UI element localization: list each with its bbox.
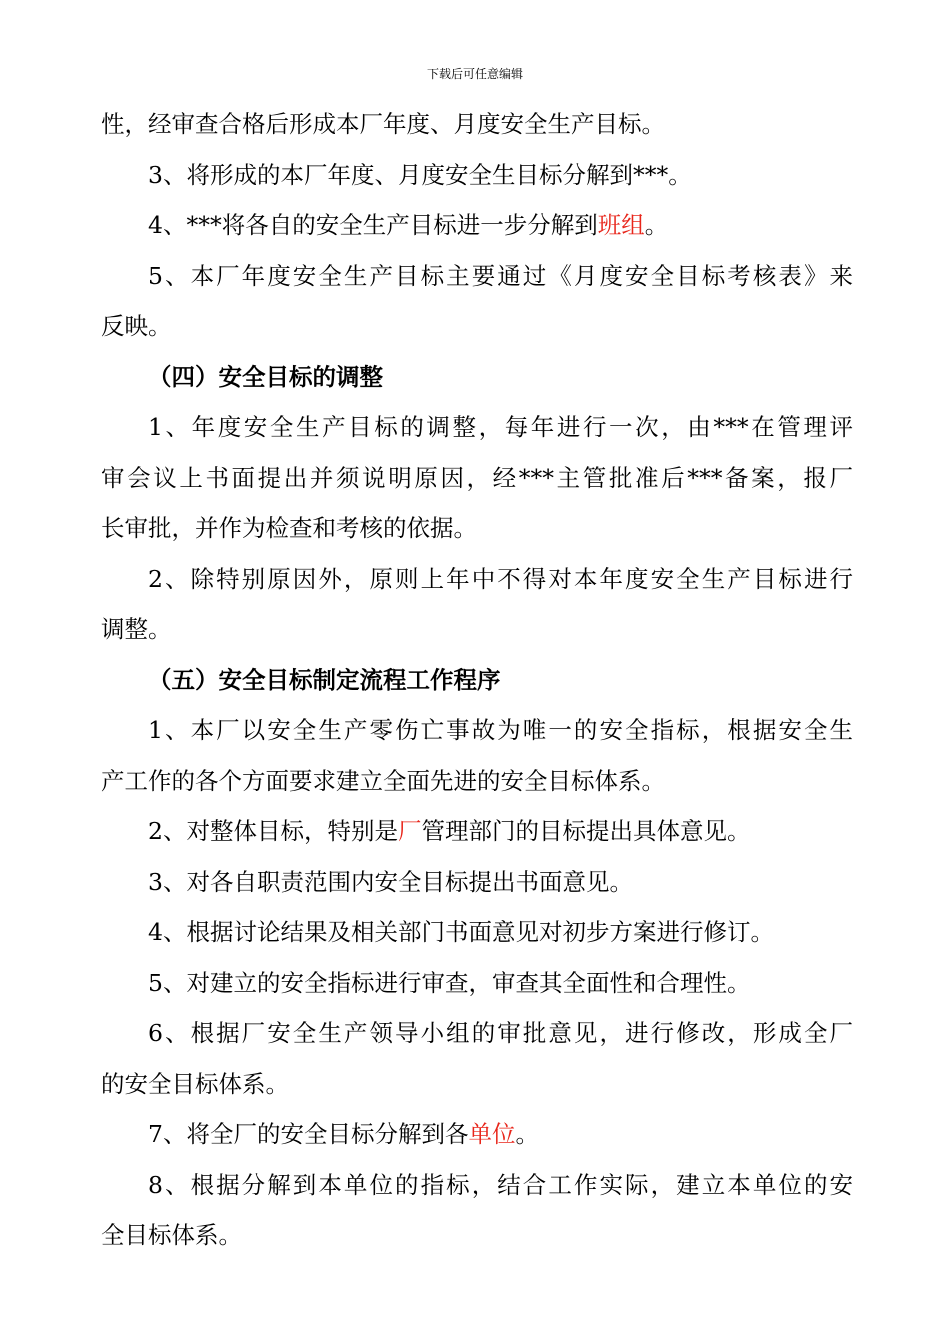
highlighted-text: 班组 (597, 211, 645, 239)
paragraph: 3、对各自职责范围内安全目标提出书面意见。 (148, 867, 633, 896)
text-run: 7、将全厂的安全目标分解到各 (148, 1120, 469, 1148)
text-run: 2、对整体目标，特别是 (148, 817, 398, 845)
paragraph-line: 1、本厂以安全生产零伤亡事故为唯一的安全指标，根据安全生 (148, 716, 853, 744)
paragraph-line: 长审批，并作为检查和考核的依据。 (101, 514, 477, 542)
paragraph (101, 806, 853, 857)
paragraph (101, 200, 853, 251)
document-body (101, 99, 853, 1261)
paragraph-line: 2、除特别原因外，原则上年中不得对本年度安全生产目标进行 (148, 564, 853, 593)
paragraph-line: 6、根据厂安全生产领导小组的审批意见，进行修改，形成全厂 (148, 1019, 853, 1047)
paragraph-line: 的安全目标体系。 (101, 1069, 289, 1098)
paragraph: 4、根据讨论结果及相关部门书面意见对初步方案进行修订。 (148, 918, 774, 946)
paragraph: 5、对建立的安全指标进行审查，审查其全面性和合理性。 (148, 968, 751, 997)
paragraph: 性，经审查合格后形成本厂年度、月度安全生产目标。 (101, 110, 665, 138)
paragraph-line: 5、本厂年度安全生产目标主要通过《月度安全目标考核表》来 (148, 261, 853, 290)
text-run: 管理部门的目标提出具体意见。 (421, 817, 751, 845)
paragraph-line: 8、根据分解到本单位的指标，结合工作实际，建立本单位的安 (148, 1170, 853, 1199)
paragraph-line: 全目标体系。 (101, 1221, 242, 1249)
text-run: 。 (644, 211, 669, 239)
highlighted-text: 厂 (397, 817, 422, 845)
paragraph-line: 反映。 (101, 312, 172, 340)
paragraph: 3、将形成的本厂年度、月度安全生目标分解到***。 (148, 160, 692, 189)
text-run: 。 (515, 1120, 539, 1148)
paragraph-line: 1、年度安全生产目标的调整，每年进行一次，由***在管理评 (148, 413, 853, 441)
paragraph-line: 调整。 (101, 615, 172, 643)
paragraph-line: 产工作的各个方面要求建立全面先进的安全目标体系。 (101, 766, 665, 795)
section-heading: （四）安全目标的调整 (148, 362, 383, 391)
highlighted-text: 单位 (468, 1120, 516, 1148)
text-run: 4、***将各自的安全生产目标进一步分解到 (148, 211, 598, 239)
section-heading: （五）安全目标制定流程工作程序 (148, 665, 501, 694)
page-header: 下载后可任意编辑 (426, 67, 523, 81)
paragraph (101, 1109, 853, 1160)
paragraph-line: 审会议上书面提出并须说明原因，经***主管批准后***备案，报厂 (101, 463, 853, 492)
